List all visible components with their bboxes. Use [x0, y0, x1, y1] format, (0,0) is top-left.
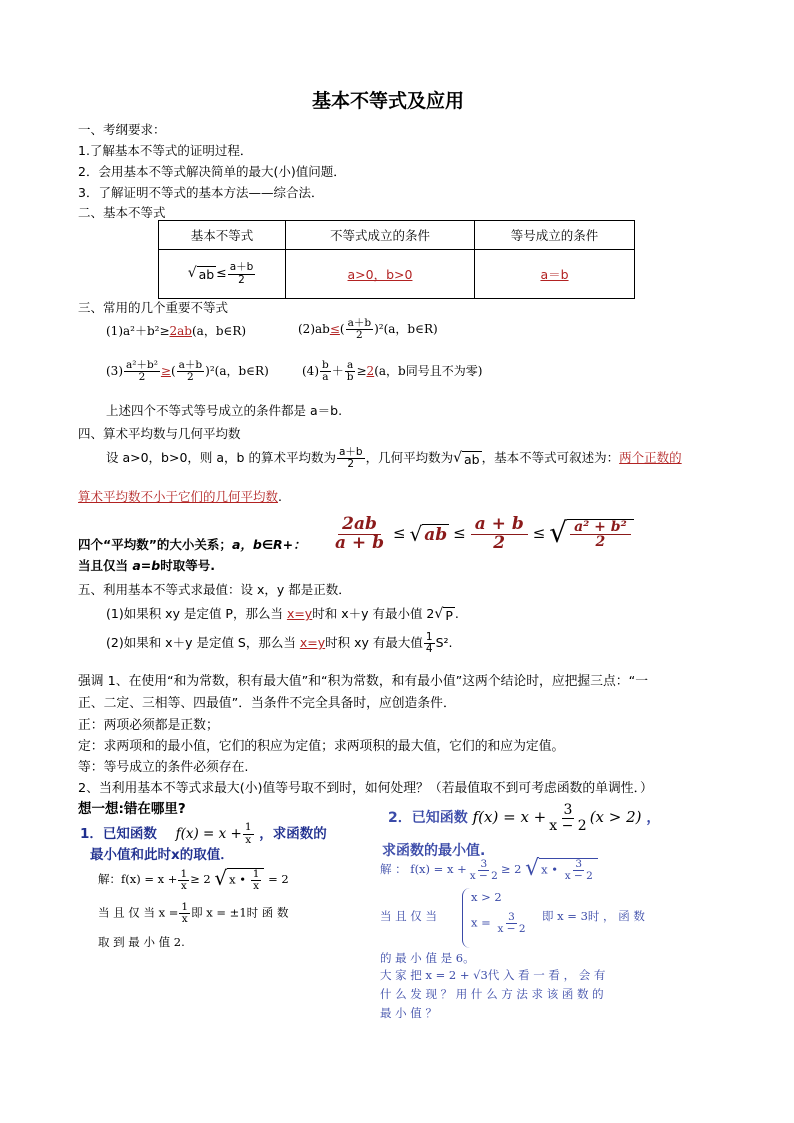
- example-1-condition: 当 且 仅 当 x = $\frac{1}{x}$ 即 x = ±1时 函 数: [98, 901, 289, 926]
- example-2-solution: 解 ： f(x) = x + $\frac{3}{x - 2}$ ≥ 2 √ x • $\frac{3}{x - 2}$: [380, 858, 598, 882]
- case-line-1: x > 2: [471, 890, 502, 904]
- example-2-question-2: 什 么 发 现 ？ 用 什 么 方 法 求 该 函 数 的: [380, 987, 604, 1001]
- section-3-heading: 三、常用的几个重要不等式: [78, 300, 229, 315]
- inequality-1: (1)a²＋b²≥2ab(a，b∈R): [106, 324, 247, 338]
- inequality-4: (4) $\frac{b}{a}$ ＋ $\frac{a}{b}$ ≥2(a，b同号且不为零): [302, 359, 483, 384]
- basic-inequality-table: [158, 220, 635, 299]
- inequality-3: (3) $\frac{\text{a²＋b²}}{2}$ ≥( $\frac{a+b}{2}$ )²(a，b∈R): [106, 359, 269, 384]
- table-header-condition: 不等式成立的条件: [286, 221, 475, 250]
- example-1-title-2: 最小值和此时x的取值．: [90, 847, 234, 863]
- emphasis-1-line2: 正、二定、三相等、四最值”．当条件不完全具备时，应创造条件．: [78, 696, 456, 711]
- table-cell-condition: a>0，b>0: [286, 250, 475, 299]
- mean-paragraph-line2: 算术平均数不小于它们的几何平均数.: [78, 489, 282, 504]
- example-2-question-3: 最 小 值 ？: [380, 1006, 437, 1020]
- table-header-inequality: 基本不等式: [159, 221, 286, 250]
- example-1-solution: 解：f(x) = x + $\frac{1}{x}$ ≥ 2 √ x • $\frac{1}{x}$ = 2: [98, 866, 289, 893]
- rule-deng: 等：等号成立的条件必须存在.: [78, 760, 249, 775]
- example-1-result: 取 到 最 小 值 2.: [98, 935, 185, 949]
- inequality-note: 上述四个不等式等号成立的条件都是 a＝b.: [106, 403, 343, 418]
- section-1-heading: 一、考纲要求：: [78, 122, 166, 137]
- table-cell-inequality: √ ab ≤ $\frac{a+b}{2}$: [159, 250, 286, 299]
- page-title: 基本不等式及应用: [312, 90, 465, 112]
- example-2-case-system: [462, 888, 529, 948]
- example-2-case-prefix: 当 且 仅 当: [380, 909, 437, 923]
- requirement-1: 1.了解基本不等式的证明过程．: [78, 143, 253, 158]
- emphasis-2: 2、当利用基本不等式求最大(小)值等号取不到时，如何处理？（若最值取不到可考虑函数的单调性．）: [78, 781, 653, 796]
- example-2-case-result: 即 x = 3时 ， 函 数: [542, 909, 645, 923]
- requirement-2: 2．会用基本不等式解决简单的最大(小)值问题．: [78, 164, 346, 179]
- think-heading: 想一想:错在哪里?: [78, 801, 186, 817]
- example-2-min-value: 的 最 小 值 是 6。: [380, 951, 475, 965]
- case-line-2: x = $\frac{3}{x - 2}$: [471, 911, 526, 936]
- example-1-title: 1．已知函数 f(x) = x + $\frac{1}{x}$ ，求函数的: [80, 821, 327, 846]
- example-2-question-1: 大 家 把 x = 2 + √3代 入 看 一 看 ， 会 有: [380, 968, 606, 982]
- section-4-heading: 四、算术平均数与几何平均数: [78, 426, 241, 441]
- inequality-2: (2)ab≤( $\frac{a+b}{2}$ )²(a，b∈R): [298, 317, 438, 342]
- emphasis-1-line1: 强调 1、在使用“和为常数，积有最大值”和“积为常数，和有最小值”这两个结论时，应把握三点：“一: [78, 674, 649, 689]
- table-header-equality: 等号成立的条件: [475, 221, 635, 250]
- rule-ding: 定：求两项和的最小值，它们的积应为定值；求两项积的最大值，它们的和应为定值。: [78, 739, 565, 754]
- requirement-3: 3．了解证明不等式的基本方法——综合法．: [78, 185, 324, 200]
- equality-condition: 当且仅当 a=b时取等号.: [78, 558, 215, 573]
- mean-paragraph-line1: 设 a>0，b>0，则 a，b 的算术平均数为 $\frac{a+b}{2}$ ，几何平均数为 √ ab ，基本不等式可叙述为：两个正数的: [106, 446, 682, 471]
- mean-relation-chain: $\frac{2ab}{a + b}$ ≤ √ ab ≤ $\frac{a + b}{2}$ ≤ √ $\frac{\text{a² + b²}}{2}$: [330, 516, 634, 553]
- section-5-heading: 五、利用基本不等式求最值：设 x，y 都是正数．: [78, 582, 351, 597]
- sqrt-ab: √ ab: [187, 265, 215, 282]
- example-2-title-2: 求函数的最小值.: [382, 843, 486, 859]
- mean-relation-label: 四个“平均数”的大小关系；a，b∈R+：: [78, 537, 306, 552]
- extreme-rule-1: (1)如果积 xy 是定值 P，那么当 x=y时和 x＋y 有最小值 2 √ P .: [106, 605, 459, 623]
- section-2-heading: 二、基本不等式: [78, 205, 166, 220]
- extreme-rule-2: (2)如果和 x＋y 是定值 S，那么当 x=y时积 xy 有最大值 $\frac{1}{4}$ S².: [106, 631, 453, 656]
- rule-zheng: 正：两项必须都是正数；: [78, 718, 219, 733]
- example-2-title: 2．已知函数 f(x) = x + $\frac{3}{x - 2}$ (x > 2) ，: [388, 802, 661, 834]
- table-cell-equality: a＝b: [475, 250, 635, 299]
